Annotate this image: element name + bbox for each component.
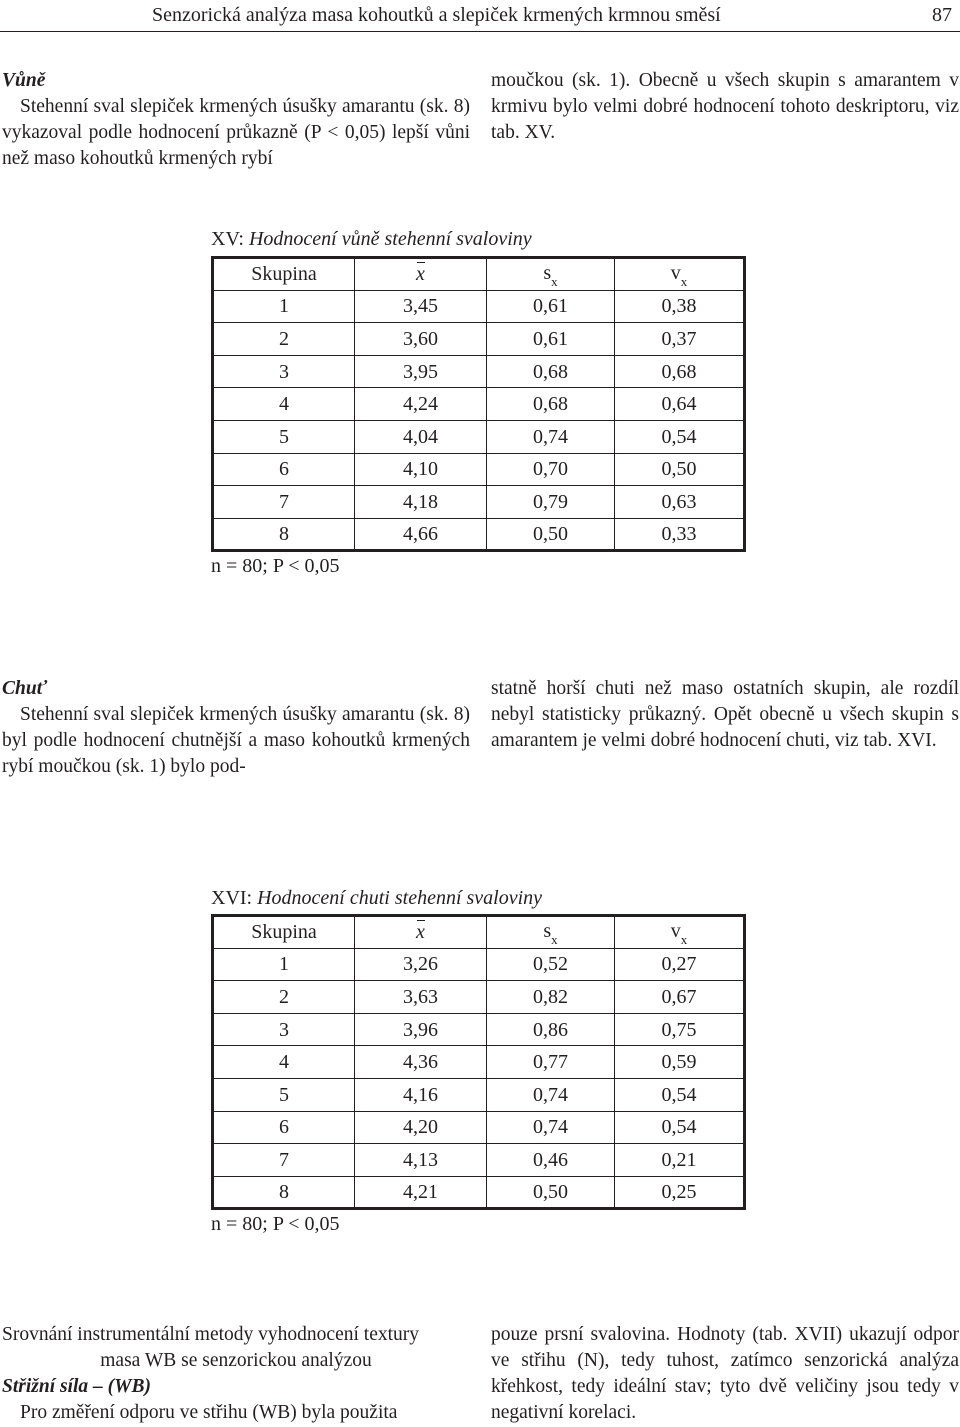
vune-paragraph-right: moučkou (sk. 1). Obecně u všech skupin s amarantem v krmivu bylo velmi dobré hodnocení tohoto deskriptoru, viz tab. XV.	[491, 70, 959, 143]
header-mean	[355, 258, 487, 291]
header-sd	[487, 916, 615, 949]
section-heading-chut: Chuť	[2, 678, 48, 699]
cell-cv: 0,75	[615, 1013, 745, 1046]
table-xvi	[211, 914, 746, 1210]
texture-left-column	[2, 1322, 470, 1426]
section-heading-vune: Vůně	[2, 70, 46, 91]
cell-mean: 4,21	[355, 1176, 487, 1209]
cell-group: 4	[213, 388, 355, 421]
cell-mean: 4,66	[355, 518, 487, 551]
cv-subscript: x	[680, 274, 688, 290]
chut-right-column	[491, 676, 959, 754]
table-row	[213, 1078, 745, 1111]
cell-group: 1	[213, 948, 355, 981]
table-xv-note: n = 80; P < 0,05	[211, 555, 340, 577]
cell-group: 5	[213, 420, 355, 453]
chut-left-column	[2, 676, 470, 780]
table-row	[213, 1046, 745, 1079]
page-header	[0, 0, 960, 32]
texture-right-column	[491, 1322, 959, 1426]
table-header-row	[213, 916, 745, 949]
cv-subscript: x	[680, 932, 688, 948]
texture-paragraph-left: Pro změření odporu ve střihu (WB) byla použita	[20, 1402, 398, 1423]
cell-sd: 0,86	[487, 1013, 615, 1046]
cell-cv: 0,50	[615, 453, 745, 486]
table-row	[213, 1111, 745, 1144]
cell-mean: 4,24	[355, 388, 487, 421]
cell-sd: 0,50	[487, 1176, 615, 1209]
table-row	[213, 388, 745, 421]
cell-sd: 0,52	[487, 948, 615, 981]
cell-group: 8	[213, 1176, 355, 1209]
cv-symbol: v	[670, 920, 681, 943]
cell-group: 3	[213, 1013, 355, 1046]
sd-subscript: x	[551, 274, 558, 290]
table-row	[213, 1144, 745, 1177]
table-row	[213, 948, 745, 981]
header-sd	[487, 258, 615, 291]
cell-sd: 0,79	[487, 486, 615, 519]
cell-sd: 0,74	[487, 1111, 615, 1144]
table-row	[213, 453, 745, 486]
cell-sd: 0,77	[487, 1046, 615, 1079]
cell-mean: 4,18	[355, 486, 487, 519]
cell-group: 6	[213, 453, 355, 486]
header-mean	[355, 916, 487, 949]
sd-subscript: x	[551, 932, 558, 948]
table-xvi-caption-title: Hodnocení chuti stehenní svaloviny	[257, 887, 543, 909]
cell-mean: 3,60	[355, 323, 487, 356]
cell-cv: 0,63	[615, 486, 745, 519]
mean-symbol: x	[416, 263, 425, 286]
page-number: 87	[932, 4, 952, 26]
table-xv	[211, 256, 746, 552]
cell-sd: 0,61	[487, 290, 615, 323]
header-group: Skupina	[213, 916, 355, 949]
cell-cv: 0,33	[615, 518, 745, 551]
cell-sd: 0,46	[487, 1144, 615, 1177]
chut-paragraph-left: Stehenní sval slepiček krmených úsušky amarantu (sk. 8) byl podle hodnocení chutnější a maso kohoutků krmených rybí moučkou (sk. 1) bylo pod-	[2, 704, 470, 777]
cell-mean: 4,10	[355, 453, 487, 486]
cell-sd: 0,74	[487, 1078, 615, 1111]
cell-group: 6	[213, 1111, 355, 1144]
sd-symbol: s	[543, 262, 552, 285]
cell-sd: 0,68	[487, 355, 615, 388]
table-row	[213, 420, 745, 453]
table-row	[213, 1013, 745, 1046]
cell-sd: 0,70	[487, 453, 615, 486]
cell-sd: 0,50	[487, 518, 615, 551]
vune-left-column	[2, 68, 470, 172]
cell-sd: 0,74	[487, 420, 615, 453]
cell-mean: 4,36	[355, 1046, 487, 1079]
cell-cv: 0,54	[615, 1078, 745, 1111]
table-row	[213, 518, 745, 551]
table-xvi-caption-number: XVI:	[211, 887, 253, 909]
cell-mean: 4,04	[355, 420, 487, 453]
header-group: Skupina	[213, 258, 355, 291]
header-cv	[615, 258, 745, 291]
cell-cv: 0,68	[615, 355, 745, 388]
cell-cv: 0,37	[615, 323, 745, 356]
chut-paragraph-right: statně horší chuti než maso ostatních skupin, ale rozdíl nebyl statisticky průkazný. Opět obecně u všech skupin s amarantem je velmi dobré hodnocení chuti, viz tab. XVI.	[491, 678, 959, 751]
cell-group: 7	[213, 1144, 355, 1177]
cell-group: 2	[213, 323, 355, 356]
cell-cv: 0,38	[615, 290, 745, 323]
cell-mean: 4,16	[355, 1078, 487, 1111]
table-row	[213, 355, 745, 388]
vune-paragraph-left: Stehenní sval slepiček krmených úsušky amarantu (sk. 8) vykazoval podle hodnocení průkazně (P < 0,05) lepší vůni než maso kohoutků krmených rybí	[2, 96, 470, 169]
header-cv	[615, 916, 745, 949]
table-xvi-caption	[211, 885, 542, 911]
cell-mean: 3,96	[355, 1013, 487, 1046]
sd-symbol: s	[543, 920, 552, 943]
cell-mean: 4,13	[355, 1144, 487, 1177]
cell-sd: 0,68	[487, 388, 615, 421]
table-header-row	[213, 258, 745, 291]
cv-symbol: v	[670, 262, 681, 285]
cell-group: 4	[213, 1046, 355, 1079]
table-row	[213, 1176, 745, 1209]
table-row	[213, 981, 745, 1014]
table-xv-caption-title: Hodnocení vůně stehenní svaloviny	[248, 228, 532, 250]
table-xv-caption	[211, 226, 532, 252]
cell-cv: 0,21	[615, 1144, 745, 1177]
texture-title-line-2: masa WB se senzorickou analýzou	[100, 1350, 372, 1371]
cell-sd: 0,61	[487, 323, 615, 356]
mean-symbol: x	[416, 921, 425, 944]
cell-cv: 0,64	[615, 388, 745, 421]
cell-sd: 0,82	[487, 981, 615, 1014]
cell-mean: 3,26	[355, 948, 487, 981]
cell-group: 1	[213, 290, 355, 323]
cell-group: 3	[213, 355, 355, 388]
table-xvi-note: n = 80; P < 0,05	[211, 1213, 340, 1235]
section-heading-wb: Střižní síla – (WB)	[2, 1376, 152, 1397]
cell-cv: 0,27	[615, 948, 745, 981]
cell-mean: 3,95	[355, 355, 487, 388]
table-row	[213, 290, 745, 323]
cell-group: 7	[213, 486, 355, 519]
cell-group: 5	[213, 1078, 355, 1111]
vune-right-column	[491, 68, 959, 146]
running-title: Senzorická analýza masa kohoutků a slepiček krmených krmnou směsí	[152, 4, 721, 26]
table-row	[213, 486, 745, 519]
table-row	[213, 323, 745, 356]
cell-cv: 0,67	[615, 981, 745, 1014]
cell-mean: 3,63	[355, 981, 487, 1014]
cell-group: 8	[213, 518, 355, 551]
cell-group: 2	[213, 981, 355, 1014]
cell-cv: 0,25	[615, 1176, 745, 1209]
texture-paragraph-right: pouze prsní svalovina. Hodnoty (tab. XVII) ukazují odpor ve střihu (N), tedy tuhost, zatímco senzorická analýza křehkost, tedy ideální stav; tyto dvě veličiny jsou tedy v negativní korelaci.	[491, 1324, 959, 1423]
cell-cv: 0,54	[615, 1111, 745, 1144]
table-xv-caption-number: XV:	[211, 228, 244, 250]
cell-mean: 4,20	[355, 1111, 487, 1144]
cell-cv: 0,59	[615, 1046, 745, 1079]
cell-mean: 3,45	[355, 290, 487, 323]
texture-title-line-1: Srovnání instrumentální metody vyhodnocení textury	[2, 1324, 420, 1345]
cell-cv: 0,54	[615, 420, 745, 453]
